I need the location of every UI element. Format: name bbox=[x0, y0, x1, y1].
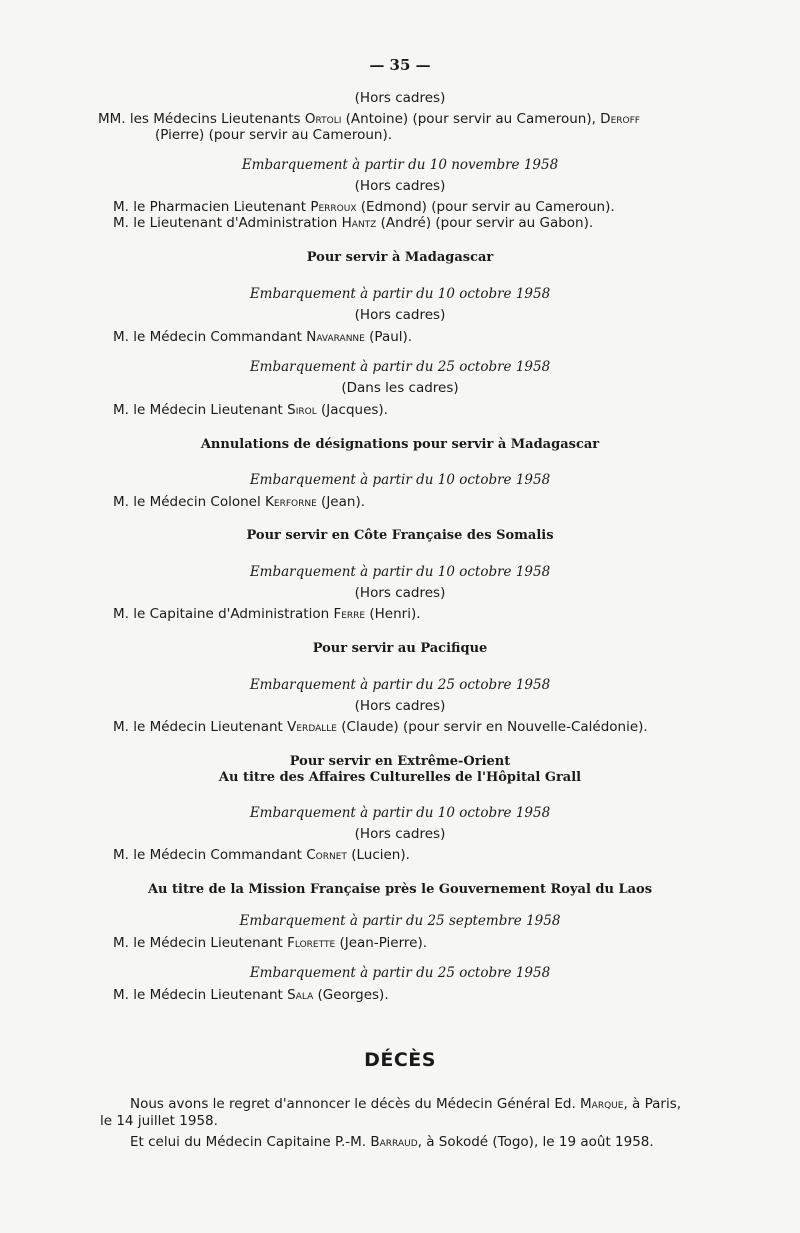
entry-text: M. le Médecin Lieutenant bbox=[113, 935, 288, 951]
entry-text: (Lucien). bbox=[346, 847, 410, 863]
surname: Kerforne bbox=[265, 494, 317, 510]
personnel-entry bbox=[113, 606, 421, 622]
entry-text: Et celui du Médecin Capitaine P.-M. bbox=[130, 1134, 371, 1150]
surname: Sala bbox=[287, 987, 314, 1003]
entry-text: M. le Médecin Lieutenant bbox=[113, 987, 288, 1003]
surname: Florette bbox=[287, 935, 336, 951]
status-line: (Hors cadres) bbox=[354, 585, 446, 601]
embarkation-line: Embarquement à partir du 10 novembre 1958 bbox=[241, 157, 559, 173]
personnel-entry bbox=[113, 494, 365, 510]
deces-paragraph bbox=[130, 1134, 654, 1150]
personnel-entry bbox=[113, 199, 615, 215]
entry-text: (Paul). bbox=[364, 329, 413, 345]
personnel-entry bbox=[113, 719, 648, 735]
section-subheading: Au titre des Affaires Culturelles de l'Hôpital Grall bbox=[218, 770, 582, 785]
surname: Barraud bbox=[370, 1134, 418, 1150]
entry-text: (Jacques). bbox=[316, 402, 388, 418]
entry-text: M. le Capitaine d'Administration bbox=[113, 606, 334, 622]
section-heading: Au titre de la Mission Française près le Gouvernement Royal du Laos bbox=[147, 882, 653, 897]
entry-text: (Edmond) (pour servir au Cameroun). bbox=[356, 199, 615, 215]
section-heading: Pour servir au Pacifique bbox=[312, 641, 488, 656]
personnel-entry bbox=[113, 987, 389, 1003]
entry-text: (André) (pour servir au Gabon). bbox=[376, 215, 594, 231]
embarkation-line: Embarquement à partir du 25 octobre 1958 bbox=[249, 965, 551, 981]
personnel-entry bbox=[113, 935, 427, 951]
entry-text: M. le Lieutenant d'Administration bbox=[113, 215, 342, 231]
personnel-entry bbox=[113, 215, 593, 231]
entry-text: Nous avons le regret d'annoncer le décès du Médecin Général Ed. bbox=[130, 1096, 581, 1112]
status-line: (Hors cadres) bbox=[354, 826, 446, 842]
entry-text: , à Paris, bbox=[623, 1096, 682, 1112]
entry-text: M. le Médecin Commandant bbox=[113, 329, 307, 345]
surname: Navaranne bbox=[306, 329, 365, 345]
surname: Perroux bbox=[310, 199, 357, 215]
personnel-entry-continuation: (Pierre) (pour servir au Cameroun). bbox=[155, 127, 393, 143]
entry-text: (Jean-Pierre). bbox=[335, 935, 428, 951]
entry-text: M. le Pharmacien Lieutenant bbox=[113, 199, 311, 215]
surname: Marque bbox=[580, 1096, 624, 1112]
surname: Sirol bbox=[287, 402, 317, 418]
section-heading: Pour servir en Côte Française des Somalis bbox=[246, 528, 554, 543]
surname: Verdalle bbox=[287, 719, 337, 735]
page-number: — 35 — bbox=[369, 56, 431, 74]
entry-text: , à Sokodé (Togo), le 19 août 1958. bbox=[417, 1134, 654, 1150]
section-heading: Annulations de désignations pour servir à Madagascar bbox=[200, 437, 600, 452]
entry-text: (Jean). bbox=[316, 494, 365, 510]
embarkation-line: Embarquement à partir du 10 octobre 1958 bbox=[249, 286, 551, 302]
status-line: (Dans les cadres) bbox=[341, 380, 459, 396]
status-line: (Hors cadres) bbox=[354, 178, 446, 194]
deces-paragraph bbox=[130, 1096, 681, 1112]
personnel-entry bbox=[113, 847, 410, 863]
entry-text: (Georges). bbox=[313, 987, 389, 1003]
embarkation-line: Embarquement à partir du 25 septembre 1958 bbox=[239, 913, 561, 929]
entry-text: M. le Médecin Commandant bbox=[113, 847, 307, 863]
status-line: (Hors cadres) bbox=[354, 90, 446, 106]
surname: Hantz bbox=[341, 215, 377, 231]
surname: Ferre bbox=[333, 606, 366, 622]
personnel-entry bbox=[113, 402, 388, 418]
surname: Ortoli bbox=[304, 111, 342, 127]
surname: Deroff bbox=[600, 111, 640, 127]
entry-text: (Antoine) (pour servir au Cameroun), bbox=[341, 111, 601, 127]
embarkation-line: Embarquement à partir du 10 octobre 1958 bbox=[249, 564, 551, 580]
embarkation-line: Embarquement à partir du 25 octobre 1958 bbox=[249, 677, 551, 693]
status-line: (Hors cadres) bbox=[354, 698, 446, 714]
personnel-entry bbox=[113, 329, 412, 345]
deces-title: DÉCÈS bbox=[364, 1049, 436, 1071]
personnel-entry bbox=[98, 111, 640, 127]
surname: Cornet bbox=[306, 847, 347, 863]
embarkation-line: Embarquement à partir du 10 octobre 1958 bbox=[249, 472, 551, 488]
entry-text: M. le Médecin Lieutenant bbox=[113, 719, 288, 735]
entry-text: M. le Médecin Colonel bbox=[113, 494, 266, 510]
entry-text: (Henri). bbox=[365, 606, 421, 622]
deces-paragraph-continuation: le 14 juillet 1958. bbox=[100, 1113, 218, 1129]
section-heading: Pour servir en Extrême-Orient bbox=[289, 754, 511, 769]
entry-text: MM. les Médecins Lieutenants bbox=[98, 111, 305, 127]
embarkation-line: Embarquement à partir du 10 octobre 1958 bbox=[249, 805, 551, 821]
section-heading: Pour servir à Madagascar bbox=[306, 250, 494, 265]
entry-text: M. le Médecin Lieutenant bbox=[113, 402, 288, 418]
entry-text: (Claude) (pour servir en Nouvelle-Calédonie). bbox=[336, 719, 648, 735]
embarkation-line: Embarquement à partir du 25 octobre 1958 bbox=[249, 359, 551, 375]
status-line: (Hors cadres) bbox=[354, 307, 446, 323]
